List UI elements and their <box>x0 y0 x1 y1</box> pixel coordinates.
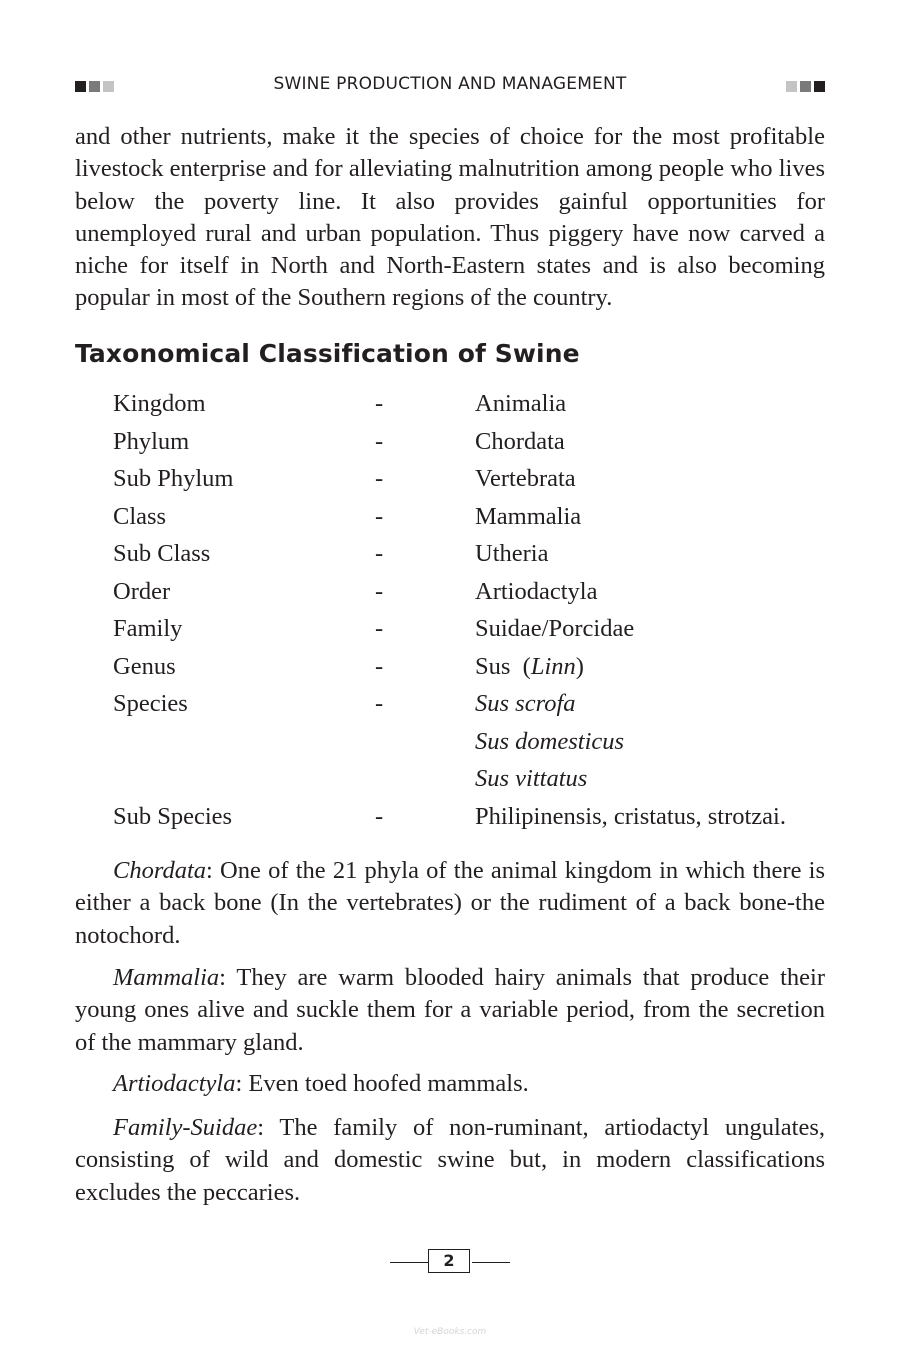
taxonomy-value <box>475 423 565 461</box>
definition-text: : The family of non-ruminant, artiodactyl ungulates, consisting of wild and domestic swine but, in modern classifications excludes the peccaries. <box>75 1114 825 1206</box>
definition-term: Family-Suidae <box>113 1114 258 1141</box>
definition-term: Mammalia <box>113 964 220 991</box>
page-number-folio <box>390 1249 510 1275</box>
header-square <box>786 81 797 92</box>
taxonomy-value <box>475 535 548 573</box>
taxonomy-value-text: Sus vittatus <box>475 765 588 792</box>
taxonomy-dash: - <box>375 465 384 492</box>
header-square <box>800 81 811 92</box>
taxonomy-dash: - <box>375 427 384 455</box>
taxonomy-value <box>475 385 566 423</box>
taxonomy-value-text: Artiodactyla <box>475 577 598 605</box>
taxonomy-rank: Family <box>113 615 183 642</box>
taxonomy-value <box>475 685 576 723</box>
header-square <box>814 81 825 92</box>
taxonomy-value <box>475 460 576 498</box>
definition-text: : One of the 21 phyla of the animal kingdom in which there is either a back bone (In the vertebrates) or the rudiment of a back bone-the notochord. <box>75 857 825 949</box>
taxonomy-value <box>475 798 786 836</box>
running-head-title: SWINE PRODUCTION AND MANAGEMENT <box>273 74 627 94</box>
taxonomy-value-text: Sus <box>475 652 511 680</box>
taxonomy-rank: Class <box>113 502 167 530</box>
page-number: 2 <box>428 1249 470 1273</box>
taxonomy-value <box>475 573 597 611</box>
taxonomy-row <box>113 798 825 836</box>
taxonomy-table <box>113 385 825 835</box>
taxonomy-value <box>475 760 587 798</box>
definition-artiodactyla <box>75 1068 825 1100</box>
taxonomy-value-text: Philipinensis, cristatus, strotzai. <box>475 802 786 830</box>
section-heading: Taxonomical Classification of Swine <box>75 339 580 368</box>
taxonomy-dash: - <box>375 577 384 605</box>
taxonomy-row <box>113 498 825 536</box>
taxonomy-dash: - <box>375 690 384 717</box>
definition-mammalia <box>75 962 825 1059</box>
taxonomy-dash: - <box>375 652 384 680</box>
taxonomy-value-text: Chordata <box>475 427 565 455</box>
definition-family-suidae <box>75 1112 825 1209</box>
taxonomy-value <box>475 498 581 536</box>
taxonomy-rank: Order <box>113 577 171 605</box>
taxonomy-rank: Sub Class <box>113 540 211 567</box>
taxonomy-value-text: Vertebrata <box>475 465 576 492</box>
intro-paragraph: and other nutrients, make it the species of choice for the most profitable livestock enterprise and for alleviating malnutrition among people who lives below the poverty line. It also provides gainful opportunities for unemployed rural and urban population. Thus piggery have now carved a niche for itself in North and North-Eastern states and is also becoming popular in most of the Southern regions of the country. <box>75 123 825 312</box>
definition-text: : They are warm blooded hairy animals that produce their young ones alive and suckle them for a variable period, from the secretion of the mammary gland. <box>75 964 825 1056</box>
taxonomy-authority: Linn <box>530 652 576 680</box>
taxonomy-value: Sus (Linn) <box>475 652 584 680</box>
taxonomy-value-text: Sus domesticus <box>475 727 625 755</box>
folio-rule-left <box>390 1262 428 1263</box>
taxonomy-row <box>113 685 825 723</box>
taxonomy-value-text: Utheria <box>475 540 549 567</box>
taxonomy-rank: Genus <box>113 652 176 680</box>
taxonomy-value-text: Sus scrofa <box>475 690 576 717</box>
definition-term: Chordata <box>113 857 207 884</box>
taxonomy-value-text: Suidae/Porcidae <box>475 615 635 642</box>
taxonomy-rank: Sub Species <box>113 802 233 830</box>
taxonomy-value-text: Animalia <box>475 390 567 417</box>
taxonomy-row <box>113 423 825 461</box>
taxonomy-row <box>113 573 825 611</box>
taxonomy-rank: Phylum <box>113 427 190 455</box>
taxonomy-dash: - <box>375 802 384 830</box>
taxonomy-dash: - <box>375 540 384 567</box>
header-right-squares <box>786 81 825 92</box>
taxonomy-rank: Kingdom <box>113 390 206 417</box>
definition-text: : Even toed hoofed mammals. <box>235 1070 529 1097</box>
taxonomy-dash: - <box>375 615 384 642</box>
taxonomy-dash: - <box>375 502 384 530</box>
taxonomy-row <box>113 385 825 423</box>
taxonomy-rank: Sub Phylum <box>113 465 234 492</box>
taxonomy-dash: - <box>375 390 384 417</box>
taxonomy-value <box>475 723 624 761</box>
running-head <box>75 72 825 98</box>
taxonomy-value-text: Mammalia <box>475 502 582 530</box>
taxonomy-row <box>113 723 825 761</box>
definition-term: Artiodactyla <box>113 1070 236 1097</box>
definition-chordata <box>75 855 825 952</box>
taxonomy-row <box>113 760 825 798</box>
taxonomy-value <box>475 610 634 648</box>
watermark: Vet-eBooks.com <box>413 1327 487 1337</box>
taxonomy-rank: Species <box>113 690 188 717</box>
taxonomy-row <box>113 535 825 573</box>
folio-rule-right <box>472 1262 510 1263</box>
taxonomy-row <box>113 610 825 648</box>
taxonomy-row <box>113 460 825 498</box>
taxonomy-row <box>113 648 825 686</box>
